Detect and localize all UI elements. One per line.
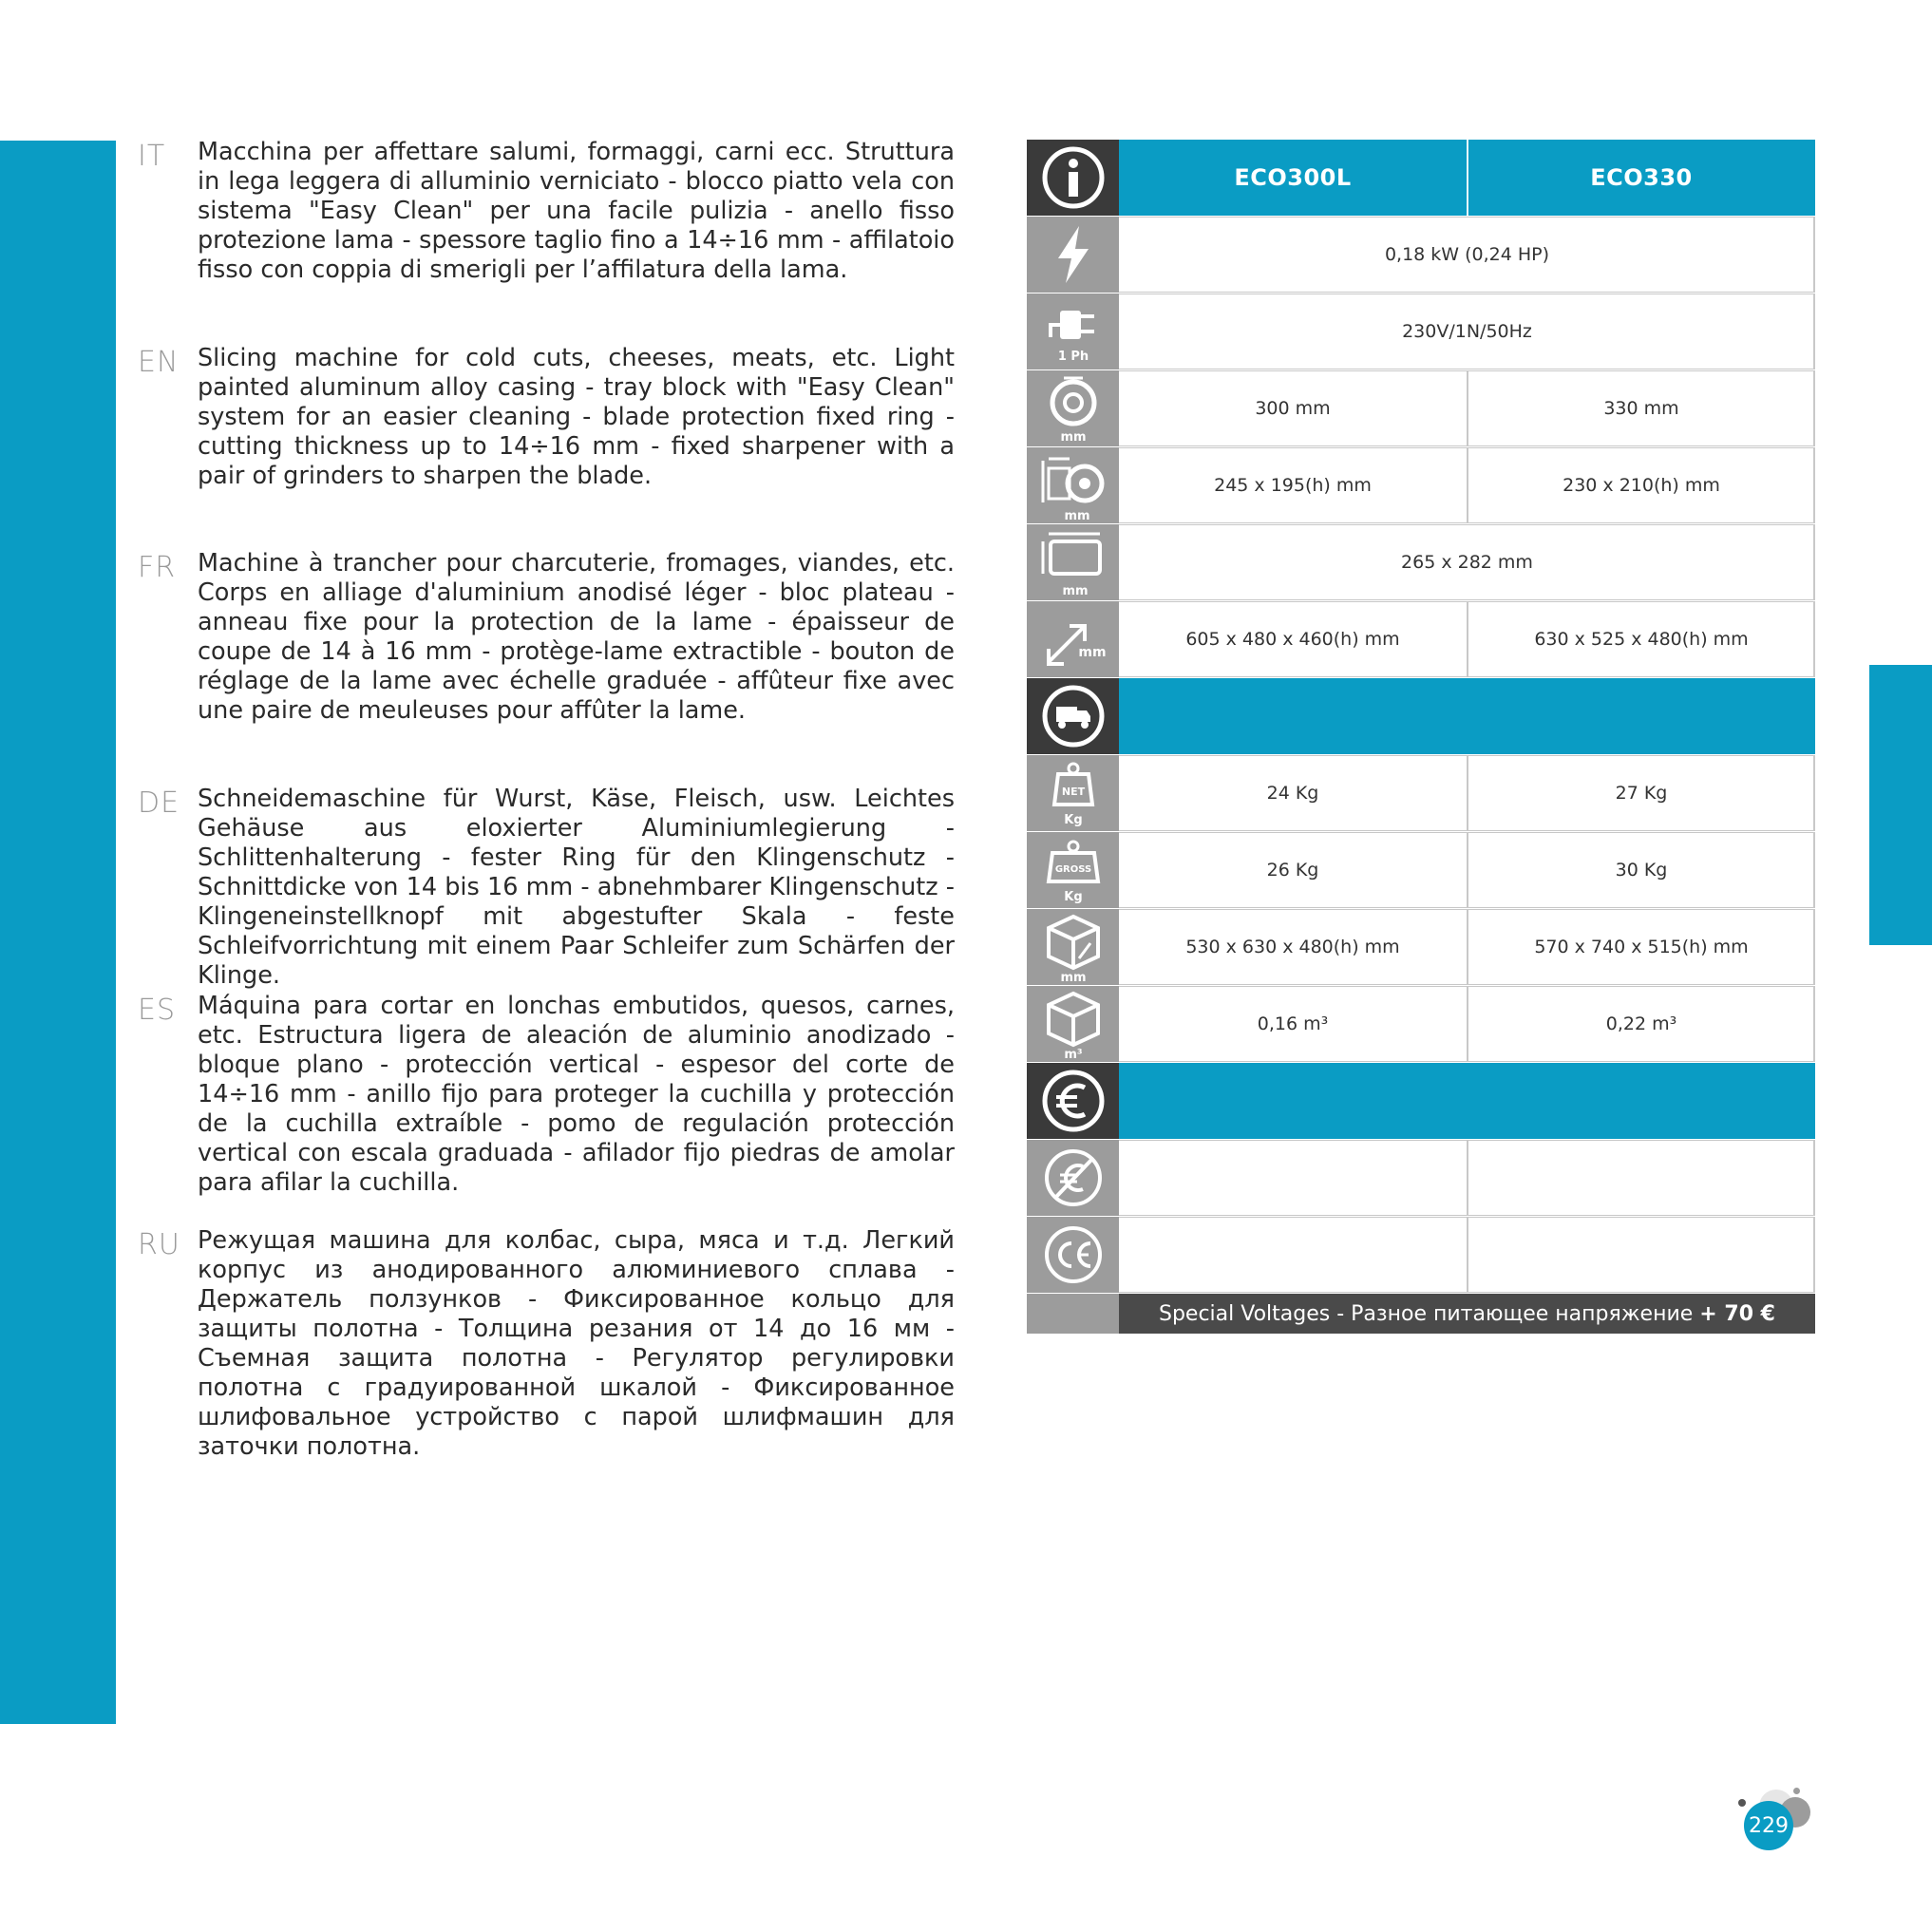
box-dimensions-icon	[1027, 909, 1119, 985]
spec-table	[1027, 140, 1815, 1334]
language-code: ES	[138, 994, 176, 1027]
plug-icon	[1027, 294, 1119, 369]
lightning-icon	[1027, 217, 1119, 293]
plate-value: 265 x 282 mm	[1401, 552, 1533, 573]
page-number-badge	[1738, 1786, 1824, 1862]
net-weight-value: 27 Kg	[1615, 783, 1668, 804]
spec-row-plate	[1027, 524, 1815, 601]
plug-icon-label: 1 Ph	[1057, 350, 1089, 364]
info-icon	[1027, 140, 1119, 216]
language-code: DE	[138, 786, 180, 820]
net-weight-value: 24 Kg	[1266, 783, 1319, 804]
net-label: NET	[1061, 786, 1085, 798]
mm-label: mm	[1061, 584, 1089, 598]
blade-icon	[1027, 370, 1119, 446]
gross-weight-value: 26 Kg	[1266, 860, 1319, 881]
spec-row-special-voltages	[1027, 1294, 1815, 1334]
volume-value: 0,16 m³	[1257, 1013, 1329, 1034]
net-weight-icon	[1027, 755, 1119, 831]
mm-label: mm	[1059, 430, 1087, 445]
spec-row-volume	[1027, 986, 1815, 1063]
spec-row-models	[1027, 140, 1815, 217]
power-value: 0,18 kW (0,24 HP)	[1384, 244, 1550, 265]
footer-spacer	[1027, 1294, 1119, 1334]
gross-weight-value: 30 Kg	[1615, 860, 1668, 881]
language-code: IT	[138, 140, 166, 173]
spec-row-power	[1027, 217, 1815, 294]
description-text: Schneidemaschine für Wurst, Käse, Fleisch, usw. Leichtes Gehäuse aus eloxierter Aluminiumlegierung - Schlittenhalterung - fester Ring für den Klingenschutz - Schnittdicke von 14 bis 16 mm - abnehmbarer Klingenschutz - Klingeneinstellknopf mit abgestufter Skala - feste Schleifvorrichtung mit einem Paar Schleifer zum Schärfen der Klinge.	[198, 785, 955, 990]
spec-row-net-weight	[1027, 755, 1815, 832]
euro-icon	[1027, 1063, 1119, 1139]
special-voltages-price: + 70 €	[1699, 1301, 1775, 1326]
gross-label: GROSS	[1054, 864, 1091, 875]
blade-value: 330 mm	[1603, 398, 1679, 419]
box-volume-icon	[1027, 986, 1119, 1062]
description-text: Режущая машина для колбас, сыра, мяса и т.д. Легкий корпус из анодированного алюминиевого сплава - Держатель ползунков - Фиксированное кольцо для защиты полотна - Толщина резания от 14 до 16 мм - Съемная защита полотна - Регулятор регулировки полотна с градуированной шкалой - Фиксированное шлифовальное устройство с парой шлифмашин для заточки полотна.	[198, 1226, 955, 1461]
left-accent-bar	[0, 141, 116, 1724]
no-price-icon	[1027, 1140, 1119, 1216]
dimensions-value: 605 x 480 x 460(h) mm	[1185, 629, 1400, 650]
packing-dimensions-value: 530 x 630 x 480(h) mm	[1185, 937, 1400, 957]
spec-row-price-header	[1027, 1063, 1815, 1140]
spec-row-price	[1027, 1140, 1815, 1217]
special-voltages-label: Special Voltages - Разное питающее напряжение	[1159, 1301, 1700, 1326]
model-name: ECO330	[1590, 164, 1693, 191]
language-code: FR	[138, 551, 177, 584]
spec-row-shipping-header	[1027, 678, 1815, 755]
spec-row-ce	[1027, 1217, 1815, 1294]
model-name: ECO300L	[1234, 164, 1352, 191]
description-text: Máquina para cortar en lonchas embutidos, quesos, carnes, etc. Estructura ligera de aleación de aluminio anodizado -bloque plano - protección vertical - espesor del corte de 14÷16 mm - anillo fijo para proteger la cuchilla y protección de la cuchilla extraíble - pomo de regulación protección vertical con escala graduada - afilador fijo piedras de amolar para afilar la cuchilla.	[198, 992, 955, 1197]
dimensions-value: 630 x 525 x 480(h) mm	[1534, 629, 1749, 650]
dimensions-icon	[1027, 601, 1119, 677]
spec-row-blade	[1027, 370, 1815, 447]
description-text: Macchina per affettare salumi, formaggi, carni ecc. Struttura in lega leggera di alluminio verniciato - blocco piatto vela con sistema "Easy Clean" per una facile pulizia - anello fisso protezione lama - spessore taglio fino a 14÷16 mm - affilatoio fisso con coppia di smerigli per l’affilatura della lama.	[198, 138, 955, 284]
cut-capacity-icon	[1027, 447, 1119, 523]
m3-label: m³	[1063, 1048, 1083, 1062]
delivery-truck-icon	[1027, 678, 1119, 754]
description-text: Machine à trancher pour charcuterie, fromages, viandes, etc. Corps en alliage d'aluminium anodisé léger - bloc plateau - anneau fixe pour la protection de la lame - épaisseur de coupe de 14 à 16 mm - protège-lame extractible - bouton de réglage de la lame avec échelle graduée - affûteur fixe avec une paire de meuleuses pour affûter la lame.	[198, 549, 955, 725]
cut-capacity-value: 230 x 210(h) mm	[1563, 475, 1720, 496]
plate-icon	[1027, 524, 1119, 600]
voltage-value: 230V/1N/50Hz	[1402, 321, 1532, 342]
spec-row-gross-weight	[1027, 832, 1815, 909]
volume-value: 0,22 m³	[1605, 1013, 1677, 1034]
spec-row-dimensions	[1027, 601, 1815, 678]
language-code: EN	[138, 346, 180, 379]
page-number: 229	[1744, 1801, 1793, 1850]
cut-capacity-value: 245 x 195(h) mm	[1214, 475, 1372, 496]
language-code: RU	[138, 1228, 180, 1261]
mm-label: mm	[1059, 971, 1087, 985]
mm-label: mm	[1077, 645, 1107, 660]
right-accent-tab	[1869, 665, 1932, 945]
packing-dimensions-value: 570 x 740 x 515(h) mm	[1534, 937, 1749, 957]
mm-label: mm	[1063, 509, 1090, 523]
description-text: Slicing machine for cold cuts, cheeses, meats, etc. Light painted aluminum alloy casing - tray block with "Easy Clean" system for an easier cleaning - blade protection fixed ring - cutting thickness up to 14÷16 mm - fixed sharpener with a pair of grinders to sharpen the blade.	[198, 344, 955, 490]
spec-row-packing-dimensions	[1027, 909, 1815, 986]
kg-label: Kg	[1063, 813, 1083, 827]
spec-row-cut-capacity	[1027, 447, 1815, 524]
ce-mark-icon	[1027, 1217, 1119, 1293]
blade-value: 300 mm	[1255, 398, 1331, 419]
gross-weight-icon	[1027, 832, 1119, 908]
kg-label: Kg	[1063, 890, 1083, 904]
spec-row-voltage	[1027, 294, 1815, 370]
